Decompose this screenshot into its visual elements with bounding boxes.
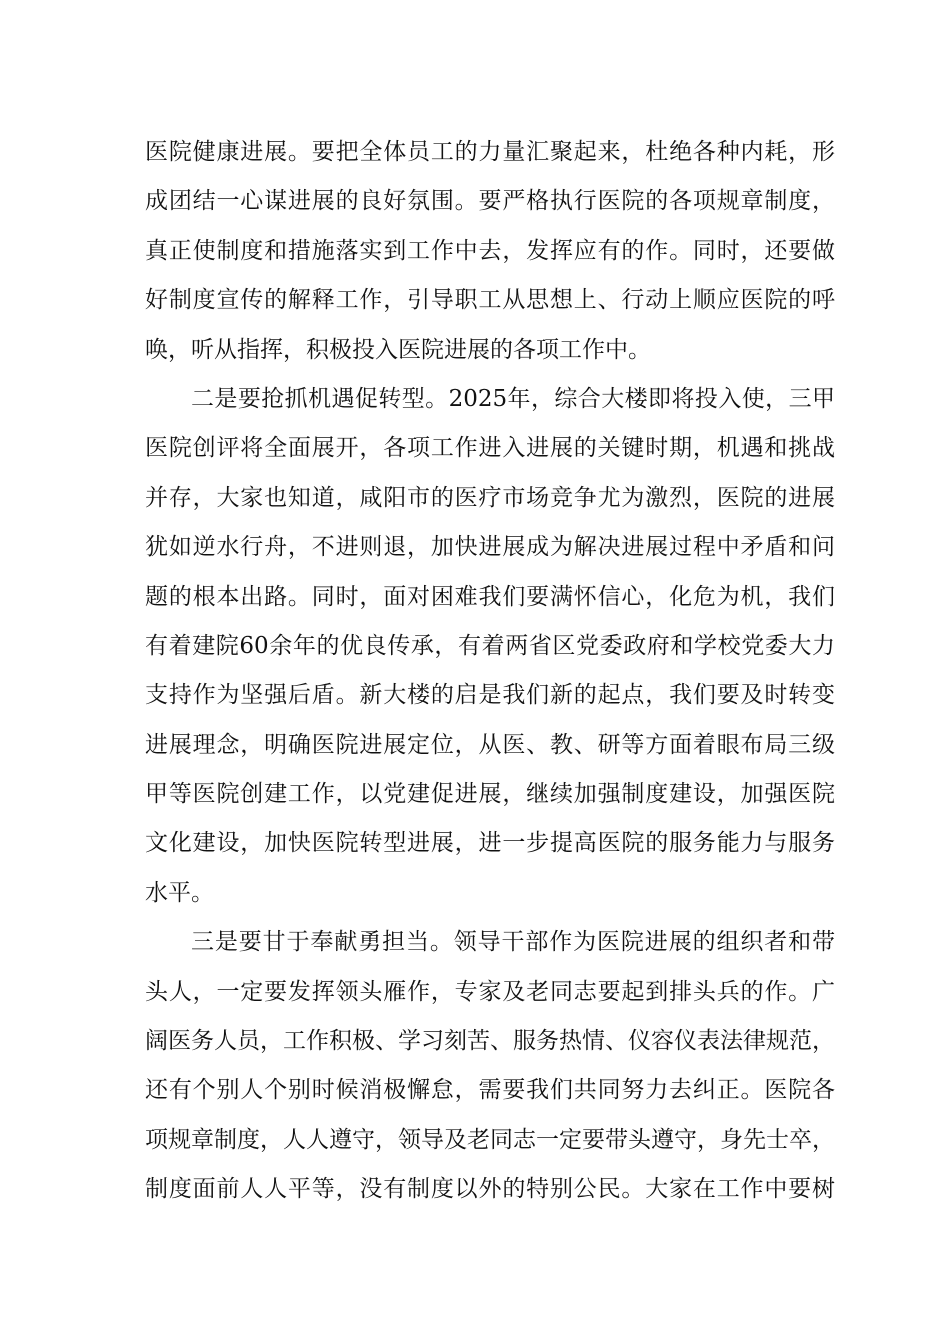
paragraph-2 bbox=[145, 375, 835, 918]
text-line: 阔医务人员，工作积极、学习刻苦、服务热情、仪容仪表法律规范， bbox=[145, 1028, 835, 1055]
text-line: 文化建设，加快医院转型进展，进一步提高医院的服务能力与服务 bbox=[145, 830, 835, 857]
text-line: 并存，大家也知道，咸阳市的医疗市场竞争尤为激烈，医院的进展 bbox=[145, 484, 835, 511]
text-line: 制度面前人人平等，没有制度以外的特别公民。大家在工作中要树 bbox=[145, 1176, 835, 1203]
text-line: 好制度宣传的解释工作，引导职工从思想上、行动上顺应医院的呼 bbox=[145, 287, 835, 314]
body-text bbox=[145, 128, 835, 1215]
paragraph-1 bbox=[145, 128, 835, 375]
text-line: 犹如逆水行舟，不进则退，加快进展成为解决进展过程中矛盾和问 bbox=[145, 534, 835, 561]
text-line: 支持作为坚强后盾。新大楼的启是我们新的起点，我们要及时转变 bbox=[145, 682, 835, 709]
text-line: 三是要甘于奉献勇担当。领导干部作为医院进展的组织者和带 bbox=[191, 929, 835, 956]
paragraph-3 bbox=[145, 918, 835, 1214]
text-line: 医院健康进展。要把全体员工的力量汇聚起来，杜绝各种内耗，形 bbox=[145, 139, 835, 165]
text-line: 还有个别人个别时候消极懈怠，需要我们共同努力去纠正。医院各 bbox=[145, 1077, 835, 1104]
text-line: 水平。 bbox=[145, 879, 214, 906]
text-line: 成团结一心谋进展的良好氛围。要严格执行医院的各项规章制度， bbox=[145, 188, 835, 215]
text-line: 有着建院60余年的优良传承，有着两省区党委政府和学校党委大力 bbox=[145, 632, 835, 659]
text-line: 唤，听从指挥，积极投入医院进展的各项工作中。 bbox=[145, 336, 651, 363]
text-line: 医院创评将全面展开，各项工作进入进展的关键时期，机遇和挑战 bbox=[145, 435, 835, 462]
text-line: 项规章制度，人人遵守，领导及老同志一定要带头遵守，身先士卒， bbox=[145, 1126, 835, 1153]
text-line: 进展理念，明确医院进展定位，从医、教、研等方面着眼布局三级 bbox=[145, 731, 835, 758]
text-line: 真正使制度和措施落实到工作中去，发挥应有的作。同时，还要做 bbox=[145, 237, 835, 264]
text-line: 甲等医院创建工作，以党建促进展，继续加强制度建设，加强医院 bbox=[145, 781, 835, 808]
text-line: 头人，一定要发挥领头雁作，专家及老同志要起到排头兵的作。广 bbox=[145, 978, 835, 1005]
text-line: 题的根本出路。同时，面对困难我们要满怀信心，化危为机，我们 bbox=[145, 583, 835, 610]
text-line: 二是要抢抓机遇促转型。2025年，综合大楼即将投入使，三甲 bbox=[191, 385, 835, 412]
